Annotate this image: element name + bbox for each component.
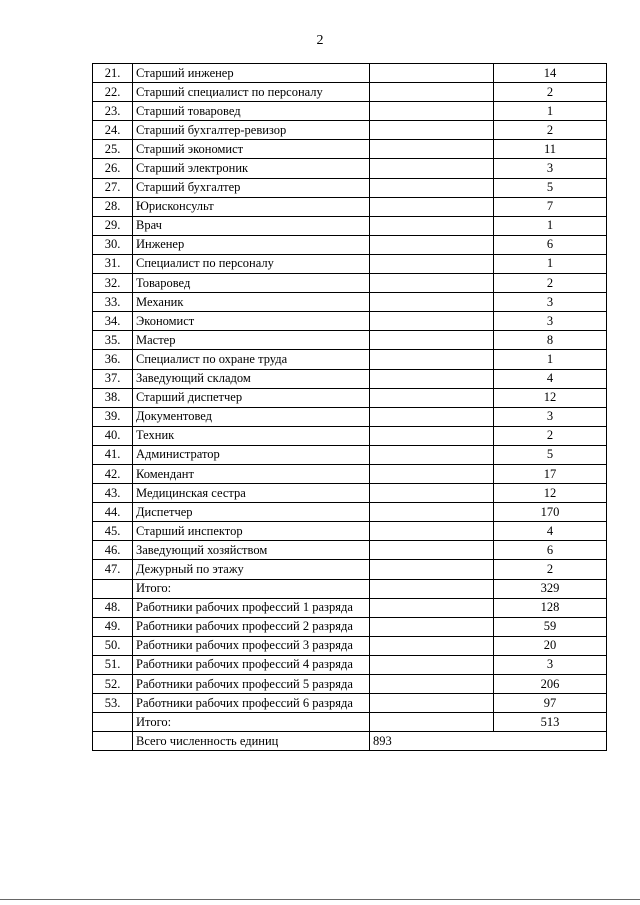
empty-cell bbox=[370, 560, 494, 579]
position-count: 1 bbox=[494, 216, 607, 235]
position-name: Механик bbox=[133, 293, 370, 312]
position-count: 11 bbox=[494, 140, 607, 159]
position-count: 97 bbox=[494, 694, 607, 713]
position-name: Заведующий складом bbox=[133, 369, 370, 388]
position-count: 6 bbox=[494, 541, 607, 560]
row-number: 45. bbox=[93, 522, 133, 541]
row-number: 24. bbox=[93, 121, 133, 140]
staffing-table-body bbox=[93, 64, 607, 751]
position-name: Инженер bbox=[133, 235, 370, 254]
position-name: Старший электроник bbox=[133, 159, 370, 178]
position-name: Работники рабочих профессий 6 разряда bbox=[133, 694, 370, 713]
row-number: 46. bbox=[93, 541, 133, 560]
empty-cell bbox=[370, 694, 494, 713]
position-count: 2 bbox=[494, 426, 607, 445]
table-row bbox=[93, 369, 607, 388]
position-name: Старший инженер bbox=[133, 64, 370, 83]
subtotal-label: Итого: bbox=[133, 579, 370, 598]
empty-cell bbox=[370, 579, 494, 598]
table-row bbox=[93, 426, 607, 445]
row-number: 37. bbox=[93, 369, 133, 388]
table-row bbox=[93, 102, 607, 121]
position-name: Товаровед bbox=[133, 274, 370, 293]
position-count: 17 bbox=[494, 464, 607, 483]
row-number: 36. bbox=[93, 350, 133, 369]
empty-cell bbox=[370, 541, 494, 560]
row-number: 32. bbox=[93, 274, 133, 293]
empty-cell bbox=[370, 216, 494, 235]
subtotal-row bbox=[93, 713, 607, 732]
empty-cell bbox=[370, 121, 494, 140]
table-row bbox=[93, 64, 607, 83]
empty-cell bbox=[370, 522, 494, 541]
position-count: 128 bbox=[494, 598, 607, 617]
staffing-table bbox=[92, 63, 607, 751]
table-row bbox=[93, 312, 607, 331]
row-number: 53. bbox=[93, 694, 133, 713]
empty-cell bbox=[370, 197, 494, 216]
table-row bbox=[93, 83, 607, 102]
table-row bbox=[93, 655, 607, 674]
position-name: Старший бухгалтер-ревизор bbox=[133, 121, 370, 140]
row-number: 22. bbox=[93, 83, 133, 102]
table-row bbox=[93, 445, 607, 464]
row-number: 25. bbox=[93, 140, 133, 159]
position-name: Диспетчер bbox=[133, 503, 370, 522]
grand-total-label: Всего численность единиц bbox=[133, 732, 370, 751]
empty-cell bbox=[370, 64, 494, 83]
position-count: 12 bbox=[494, 388, 607, 407]
empty-cell bbox=[370, 598, 494, 617]
row-number: 42. bbox=[93, 464, 133, 483]
empty-cell bbox=[370, 636, 494, 655]
table-row bbox=[93, 464, 607, 483]
position-name: Старший инспектор bbox=[133, 522, 370, 541]
position-name: Экономист bbox=[133, 312, 370, 331]
position-name: Работники рабочих профессий 5 разряда bbox=[133, 675, 370, 694]
subtotal-label: Итого: bbox=[133, 713, 370, 732]
position-name: Комендант bbox=[133, 464, 370, 483]
table-row bbox=[93, 178, 607, 197]
position-count: 5 bbox=[494, 178, 607, 197]
empty-cell bbox=[370, 503, 494, 522]
empty-cell bbox=[370, 293, 494, 312]
position-count: 59 bbox=[494, 617, 607, 636]
table-row bbox=[93, 636, 607, 655]
position-count: 3 bbox=[494, 407, 607, 426]
position-count: 6 bbox=[494, 235, 607, 254]
position-name: Работники рабочих профессий 3 разряда bbox=[133, 636, 370, 655]
position-name: Медицинская сестра bbox=[133, 484, 370, 503]
row-number: 50. bbox=[93, 636, 133, 655]
row-number bbox=[93, 713, 133, 732]
position-count: 5 bbox=[494, 445, 607, 464]
table-row bbox=[93, 522, 607, 541]
empty-cell bbox=[370, 407, 494, 426]
table-row bbox=[93, 293, 607, 312]
subtotal-row bbox=[93, 579, 607, 598]
subtotal-value: 329 bbox=[494, 579, 607, 598]
empty-cell bbox=[370, 274, 494, 293]
table-row bbox=[93, 675, 607, 694]
table-row bbox=[93, 197, 607, 216]
table-row bbox=[93, 121, 607, 140]
position-name: Старший диспетчер bbox=[133, 388, 370, 407]
row-number: 47. bbox=[93, 560, 133, 579]
page-number: 2 bbox=[316, 33, 324, 48]
position-count: 3 bbox=[494, 312, 607, 331]
table-row bbox=[93, 235, 607, 254]
row-number: 43. bbox=[93, 484, 133, 503]
empty-cell bbox=[370, 254, 494, 273]
row-number: 26. bbox=[93, 159, 133, 178]
row-number: 51. bbox=[93, 655, 133, 674]
empty-cell bbox=[370, 369, 494, 388]
table-row bbox=[93, 617, 607, 636]
row-number: 49. bbox=[93, 617, 133, 636]
table-row bbox=[93, 159, 607, 178]
empty-cell bbox=[370, 617, 494, 636]
position-name: Мастер bbox=[133, 331, 370, 350]
row-number: 35. bbox=[93, 331, 133, 350]
position-count: 1 bbox=[494, 254, 607, 273]
empty-cell bbox=[370, 159, 494, 178]
row-number: 48. bbox=[93, 598, 133, 617]
empty-cell bbox=[370, 426, 494, 445]
position-name: Администратор bbox=[133, 445, 370, 464]
position-name: Работники рабочих профессий 4 разряда bbox=[133, 655, 370, 674]
empty-cell bbox=[370, 388, 494, 407]
position-name: Документовед bbox=[133, 407, 370, 426]
table-row bbox=[93, 541, 607, 560]
row-number: 28. bbox=[93, 197, 133, 216]
empty-cell bbox=[370, 312, 494, 331]
position-count: 2 bbox=[494, 560, 607, 579]
position-name: Специалист по охране труда bbox=[133, 350, 370, 369]
position-count: 3 bbox=[494, 293, 607, 312]
table-row bbox=[93, 407, 607, 426]
empty-cell bbox=[370, 655, 494, 674]
table-row bbox=[93, 350, 607, 369]
empty-cell bbox=[370, 235, 494, 254]
position-count: 4 bbox=[494, 369, 607, 388]
position-count: 170 bbox=[494, 503, 607, 522]
position-name: Юрисконсульт bbox=[133, 197, 370, 216]
position-name: Старший экономист bbox=[133, 140, 370, 159]
position-count: 1 bbox=[494, 102, 607, 121]
empty-cell bbox=[370, 464, 494, 483]
position-name: Работники рабочих профессий 1 разряда bbox=[133, 598, 370, 617]
position-name: Работники рабочих профессий 2 разряда bbox=[133, 617, 370, 636]
empty-cell bbox=[370, 102, 494, 121]
row-number: 29. bbox=[93, 216, 133, 235]
table-row bbox=[93, 388, 607, 407]
position-count: 1 bbox=[494, 350, 607, 369]
position-count: 14 bbox=[494, 64, 607, 83]
empty-cell bbox=[370, 350, 494, 369]
table-row bbox=[93, 274, 607, 293]
position-count: 2 bbox=[494, 121, 607, 140]
row-number: 34. bbox=[93, 312, 133, 331]
position-name: Заведующий хозяйством bbox=[133, 541, 370, 560]
position-count: 2 bbox=[494, 83, 607, 102]
empty-cell bbox=[370, 331, 494, 350]
empty-cell bbox=[370, 178, 494, 197]
position-name: Техник bbox=[133, 426, 370, 445]
row-number bbox=[93, 579, 133, 598]
empty-cell bbox=[370, 445, 494, 464]
row-number: 30. bbox=[93, 235, 133, 254]
table-row bbox=[93, 216, 607, 235]
position-count: 12 bbox=[494, 484, 607, 503]
row-number: 31. bbox=[93, 254, 133, 273]
row-number: 23. bbox=[93, 102, 133, 121]
grand-total-num-cell bbox=[93, 732, 133, 751]
row-number: 52. bbox=[93, 675, 133, 694]
position-name: Специалист по персоналу bbox=[133, 254, 370, 273]
table-row bbox=[93, 331, 607, 350]
position-name: Старший товаровед bbox=[133, 102, 370, 121]
grand-total-row bbox=[93, 732, 607, 751]
row-number: 41. bbox=[93, 445, 133, 464]
row-number: 40. bbox=[93, 426, 133, 445]
position-count: 8 bbox=[494, 331, 607, 350]
subtotal-value: 513 bbox=[494, 713, 607, 732]
table-row bbox=[93, 254, 607, 273]
position-name: Старший бухгалтер bbox=[133, 178, 370, 197]
position-count: 3 bbox=[494, 655, 607, 674]
table-row bbox=[93, 503, 607, 522]
position-count: 3 bbox=[494, 159, 607, 178]
row-number: 44. bbox=[93, 503, 133, 522]
position-count: 4 bbox=[494, 522, 607, 541]
row-number: 27. bbox=[93, 178, 133, 197]
empty-cell bbox=[370, 675, 494, 694]
position-count: 20 bbox=[494, 636, 607, 655]
position-name: Дежурный по этажу bbox=[133, 560, 370, 579]
table-row bbox=[93, 484, 607, 503]
table-row bbox=[93, 140, 607, 159]
row-number: 21. bbox=[93, 64, 133, 83]
table-row bbox=[93, 560, 607, 579]
empty-cell bbox=[370, 484, 494, 503]
empty-cell bbox=[370, 713, 494, 732]
table-row bbox=[93, 694, 607, 713]
position-count: 2 bbox=[494, 274, 607, 293]
table-row bbox=[93, 598, 607, 617]
position-count: 206 bbox=[494, 675, 607, 694]
row-number: 33. bbox=[93, 293, 133, 312]
position-name: Старший специалист по персоналу bbox=[133, 83, 370, 102]
empty-cell bbox=[370, 140, 494, 159]
page-bottom-edge bbox=[0, 899, 640, 900]
row-number: 38. bbox=[93, 388, 133, 407]
position-name: Врач bbox=[133, 216, 370, 235]
position-count: 7 bbox=[494, 197, 607, 216]
row-number: 39. bbox=[93, 407, 133, 426]
empty-cell bbox=[370, 83, 494, 102]
grand-total-value: 893 bbox=[370, 732, 607, 751]
